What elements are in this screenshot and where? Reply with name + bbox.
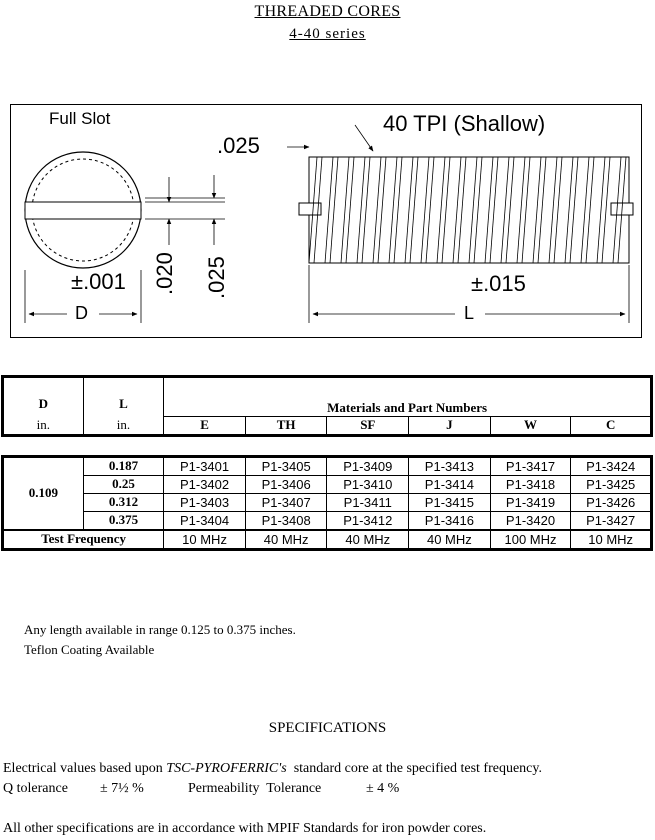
thread-pitch-dimension: .025 [217,133,260,158]
slot-width-dimension: .020 [152,252,177,295]
part-number: P1-3420 [490,511,571,530]
specifications-heading: SPECIFICATIONS [268,720,387,736]
part-number: P1-3427 [571,511,652,530]
material-col-w: W [490,416,571,435]
part-number: P1-3401 [164,456,246,475]
l-value: 0.312 [83,493,164,511]
technical-drawing [10,104,642,338]
threaded-body [299,157,633,263]
header-l: L [83,377,164,417]
part-number: P1-3415 [409,493,491,511]
core-drawing-svg [11,105,641,337]
part-number: P1-3403 [164,493,246,511]
material-col-sf: SF [327,416,409,435]
diameter-tolerance: ±.001 [71,269,126,294]
part-number: P1-3412 [327,511,409,530]
length-label: L [464,303,475,323]
part-number: P1-3402 [164,475,246,493]
test-frequency: 10 MHz [164,530,246,550]
full-slot-label: Full Slot [49,109,111,128]
part-number: P1-3408 [245,511,327,530]
coating-note: Teflon Coating Available [24,642,155,657]
header-l-unit: in. [83,416,164,435]
material-col-c: C [571,416,652,435]
part-number: P1-3424 [571,456,652,475]
l-value: 0.375 [83,511,164,530]
test-frequency: 100 MHz [490,530,571,550]
permeability-tolerance-label: Permeability Tolerance [188,781,322,796]
test-frequency-label: Test Frequency [3,530,164,550]
length-note: Any length available in range 0.125 to 0.375 inches. [24,622,296,637]
test-frequency: 10 MHz [571,530,652,550]
part-number: P1-3418 [490,475,571,493]
part-number: P1-3417 [490,456,571,475]
part-number: P1-3414 [409,475,491,493]
header-d: D [3,377,84,417]
part-number: P1-3426 [571,493,652,511]
permeability-tolerance-value: ± 4 % [366,781,400,796]
part-number: P1-3416 [409,511,491,530]
part-number: P1-3411 [327,493,409,511]
l-value: 0.187 [83,456,164,475]
part-number: P1-3413 [409,456,491,475]
test-frequency: 40 MHz [327,530,409,550]
diameter-label: D [75,303,88,323]
material-col-e: E [164,416,246,435]
brand-name: TSC-PYROFERRIC's [166,761,287,776]
material-col-j: J [409,416,491,435]
thread-spec-label: 40 TPI (Shallow) [383,111,546,136]
part-number: P1-3406 [245,475,327,493]
mpif-note: All other specifications are in accordance with MPIF Standards for iron powder cores. [3,821,487,836]
test-frequency: 40 MHz [245,530,327,550]
electrical-prefix: Electrical values based upon [3,761,167,776]
part-number: P1-3404 [164,511,246,530]
part-number: P1-3409 [327,456,409,475]
q-tolerance-label: Q tolerance [3,781,68,796]
page-subtitle: 4-40 series [289,26,366,42]
test-frequency: 40 MHz [409,530,491,550]
slot-depth-dimension: .025 [204,256,229,299]
electrical-suffix: standard core at the specified test frequency. [286,761,542,776]
end-view [25,152,141,268]
l-value: 0.25 [83,475,164,493]
part-number: P1-3425 [571,475,652,493]
header-materials: Materials and Part Numbers [164,377,652,417]
page-title: THREADED CORES [254,3,401,20]
part-number: P1-3419 [490,493,571,511]
part-number-table [1,375,653,551]
header-d-unit: in. [3,416,84,435]
length-tolerance: ±.015 [471,271,526,296]
electrical-values-note [3,761,542,777]
part-number: P1-3407 [245,493,327,511]
part-number: P1-3405 [245,456,327,475]
d-value: 0.109 [3,456,84,530]
q-tolerance-value: ± 7½ % [100,781,144,796]
part-number: P1-3410 [327,475,409,493]
material-col-th: TH [245,416,327,435]
